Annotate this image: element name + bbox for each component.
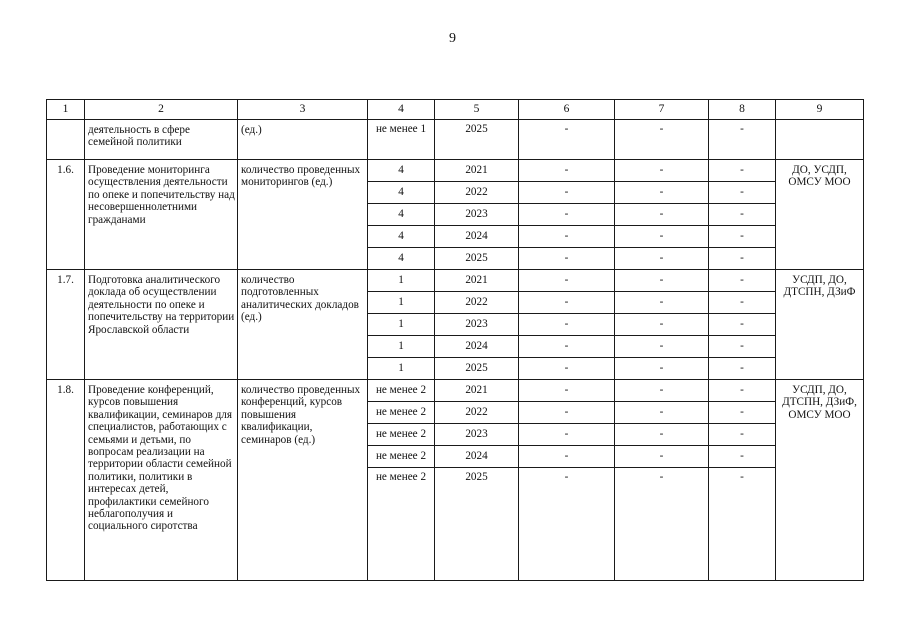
column-6-cell: - bbox=[519, 270, 615, 292]
measure-number-cell: 1.7. bbox=[47, 270, 85, 380]
indicator-cell: количество подготовленных аналитических докладов (ед.) bbox=[238, 270, 368, 380]
measure-number-cell: 1.8. bbox=[47, 380, 85, 581]
measure-number-cell: 1.6. bbox=[47, 160, 85, 270]
column-7-cell: - bbox=[615, 270, 709, 292]
column-header: 3 bbox=[238, 100, 368, 120]
year-cell: 2025 bbox=[435, 248, 519, 270]
year-cell: 2021 bbox=[435, 270, 519, 292]
column-header: 2 bbox=[85, 100, 238, 120]
column-8-cell: - bbox=[709, 160, 776, 182]
responsible-cell: УСДП, ДО, ДТСПН, ДЗиФ bbox=[776, 270, 864, 380]
value-cell: 4 bbox=[368, 204, 435, 226]
value-cell: 1 bbox=[368, 292, 435, 314]
year-cell: 2022 bbox=[435, 292, 519, 314]
column-6-cell: - bbox=[519, 182, 615, 204]
value-cell: 4 bbox=[368, 182, 435, 204]
column-8-cell: - bbox=[709, 402, 776, 424]
column-header: 5 bbox=[435, 100, 519, 120]
column-7-cell: - bbox=[615, 358, 709, 380]
year-cell: 2025 bbox=[435, 358, 519, 380]
value-cell: 1 bbox=[368, 336, 435, 358]
column-7-cell: - bbox=[615, 292, 709, 314]
column-7-cell: - bbox=[615, 380, 709, 402]
responsible-cell: УСДП, ДО, ДТСПН, ДЗиФ, ОМСУ МОО bbox=[776, 380, 864, 581]
value-cell: не менее 2 bbox=[368, 380, 435, 402]
column-8-cell: - bbox=[709, 120, 776, 160]
year-cell: 2023 bbox=[435, 204, 519, 226]
column-7-cell: - bbox=[615, 468, 709, 581]
column-7-cell: - bbox=[615, 336, 709, 358]
column-header: 4 bbox=[368, 100, 435, 120]
column-6-cell: - bbox=[519, 446, 615, 468]
column-6-cell: - bbox=[519, 120, 615, 160]
year-cell: 2022 bbox=[435, 182, 519, 204]
column-7-cell: - bbox=[615, 226, 709, 248]
column-8-cell: - bbox=[709, 314, 776, 336]
column-8-cell: - bbox=[709, 380, 776, 402]
column-7-cell: - bbox=[615, 446, 709, 468]
column-6-cell: - bbox=[519, 226, 615, 248]
column-8-cell: - bbox=[709, 226, 776, 248]
value-cell: 1 bbox=[368, 314, 435, 336]
column-7-cell: - bbox=[615, 248, 709, 270]
column-7-cell: - bbox=[615, 204, 709, 226]
column-header: 9 bbox=[776, 100, 864, 120]
column-8-cell: - bbox=[709, 182, 776, 204]
year-cell: 2023 bbox=[435, 424, 519, 446]
column-8-cell: - bbox=[709, 248, 776, 270]
column-6-cell: - bbox=[519, 248, 615, 270]
measures-table bbox=[46, 99, 864, 581]
table-row bbox=[47, 270, 864, 292]
indicator-cell: (ед.) bbox=[238, 120, 368, 160]
column-7-cell: - bbox=[615, 424, 709, 446]
column-6-cell: - bbox=[519, 160, 615, 182]
year-cell: 2022 bbox=[435, 402, 519, 424]
value-cell: не менее 2 bbox=[368, 402, 435, 424]
column-8-cell: - bbox=[709, 358, 776, 380]
column-8-cell: - bbox=[709, 336, 776, 358]
value-cell: не менее 2 bbox=[368, 468, 435, 581]
year-cell: 2024 bbox=[435, 336, 519, 358]
column-header: 8 bbox=[709, 100, 776, 120]
column-6-cell: - bbox=[519, 336, 615, 358]
measure-name-cell: деятельность в сфере семейной политики bbox=[85, 120, 238, 160]
value-cell: не менее 2 bbox=[368, 446, 435, 468]
year-cell: 2024 bbox=[435, 226, 519, 248]
responsible-cell: ДО, УСДП, ОМСУ МОО bbox=[776, 160, 864, 270]
column-7-cell: - bbox=[615, 120, 709, 160]
column-6-cell: - bbox=[519, 314, 615, 336]
year-cell: 2023 bbox=[435, 314, 519, 336]
year-cell: 2025 bbox=[435, 468, 519, 581]
table-body bbox=[47, 100, 864, 581]
column-8-cell: - bbox=[709, 270, 776, 292]
value-cell: не менее 2 bbox=[368, 424, 435, 446]
year-cell: 2025 bbox=[435, 120, 519, 160]
measure-name-cell: Проведение мониторинга осуществления деятельности по опеке и попечительству над несовершеннолетними гражданами bbox=[85, 160, 238, 270]
year-cell: 2021 bbox=[435, 160, 519, 182]
column-6-cell: - bbox=[519, 468, 615, 581]
column-7-cell: - bbox=[615, 160, 709, 182]
column-7-cell: - bbox=[615, 182, 709, 204]
column-header: 7 bbox=[615, 100, 709, 120]
column-8-cell: - bbox=[709, 468, 776, 581]
table-row bbox=[47, 160, 864, 182]
column-header: 1 bbox=[47, 100, 85, 120]
column-header: 6 bbox=[519, 100, 615, 120]
value-cell: 1 bbox=[368, 270, 435, 292]
responsible-cell bbox=[776, 120, 864, 160]
value-cell: 4 bbox=[368, 248, 435, 270]
column-7-cell: - bbox=[615, 314, 709, 336]
measure-name-cell: Подготовка аналитического доклада об осуществлении деятельности по опеке и попечительству на территории Ярославской области bbox=[85, 270, 238, 380]
column-8-cell: - bbox=[709, 204, 776, 226]
measure-name-cell: Проведение конференций, курсов повышения квалификации, семинаров для специалистов, работающих с семьями и детьми, по вопросам реализации на территории области семейной политики, политики в интересах детей, профилактики семейного неблагополучия и социального сиротства bbox=[85, 380, 238, 581]
table-row bbox=[47, 380, 864, 402]
value-cell: 4 bbox=[368, 160, 435, 182]
indicator-cell: количество проведенных мониторингов (ед.) bbox=[238, 160, 368, 270]
row-number-cell bbox=[47, 120, 85, 160]
column-6-cell: - bbox=[519, 204, 615, 226]
column-8-cell: - bbox=[709, 446, 776, 468]
column-6-cell: - bbox=[519, 358, 615, 380]
column-8-cell: - bbox=[709, 292, 776, 314]
column-6-cell: - bbox=[519, 424, 615, 446]
table-row bbox=[47, 120, 864, 160]
indicator-cell: количество проведенных конференций, курсов повышения квалификации, семинаров (ед.) bbox=[238, 380, 368, 581]
column-6-cell: - bbox=[519, 380, 615, 402]
column-6-cell: - bbox=[519, 402, 615, 424]
column-8-cell: - bbox=[709, 424, 776, 446]
column-6-cell: - bbox=[519, 292, 615, 314]
page-number: 9 bbox=[449, 31, 456, 46]
year-cell: 2024 bbox=[435, 446, 519, 468]
column-number-row bbox=[47, 100, 864, 120]
year-cell: 2021 bbox=[435, 380, 519, 402]
value-cell: не менее 1 bbox=[368, 120, 435, 160]
value-cell: 1 bbox=[368, 358, 435, 380]
value-cell: 4 bbox=[368, 226, 435, 248]
column-7-cell: - bbox=[615, 402, 709, 424]
